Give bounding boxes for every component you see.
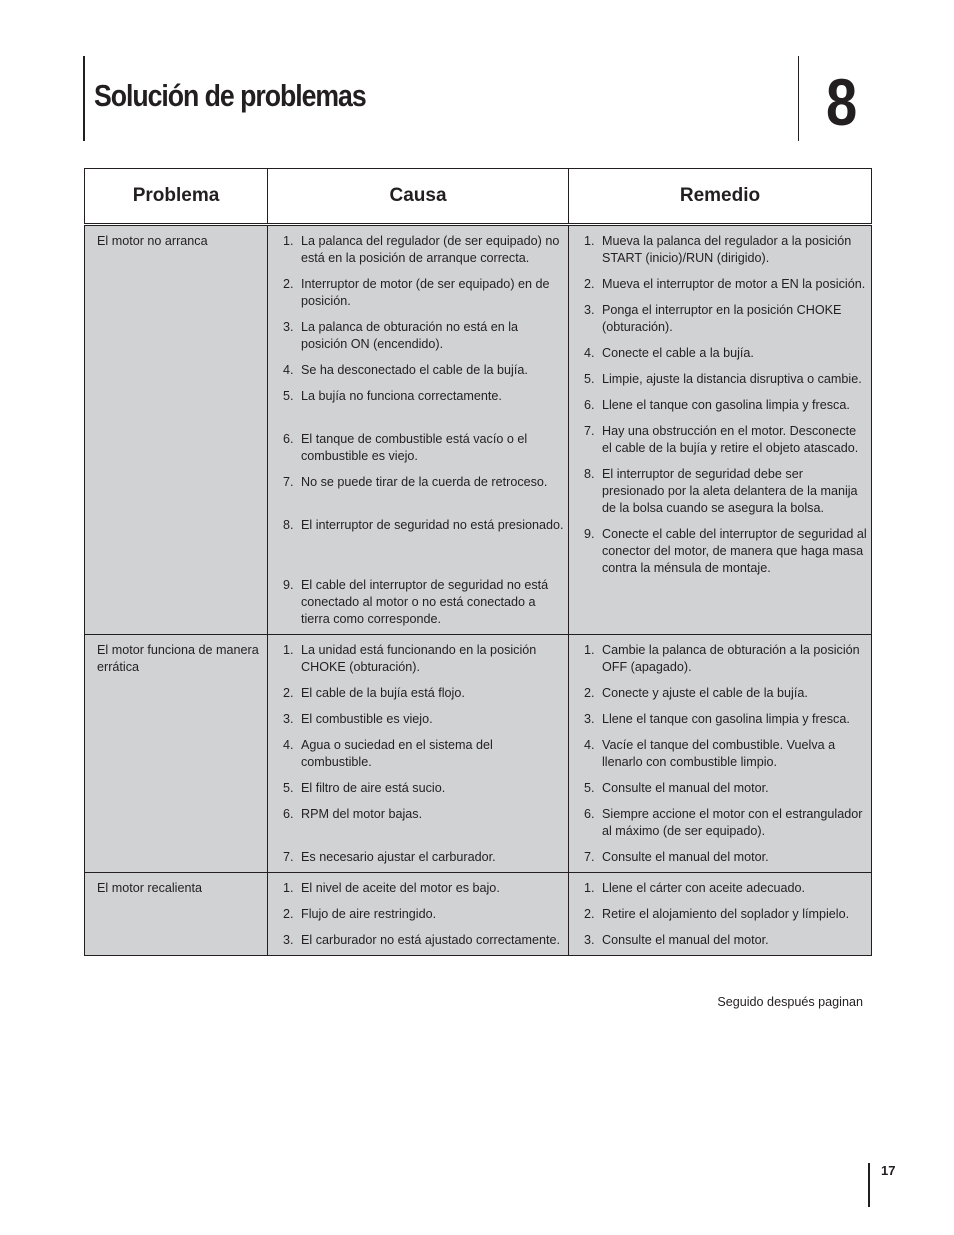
item-number: 7. bbox=[584, 424, 595, 438]
remedy-text: Limpie, ajuste la distancia disruptiva o cambie. bbox=[602, 372, 862, 386]
cause-item bbox=[268, 906, 568, 923]
cause-text: La palanca del regulador (de ser equipado) no está en la posición de arranque correcta. bbox=[301, 234, 560, 265]
problem-cell: El motor funciona de manera errática bbox=[85, 635, 268, 873]
remedy-item bbox=[569, 932, 871, 949]
item-number: 7. bbox=[283, 475, 294, 489]
cause-item bbox=[268, 711, 568, 728]
item-number: 4. bbox=[283, 738, 294, 752]
troubleshooting-table bbox=[84, 168, 872, 956]
remedy-item bbox=[569, 345, 871, 362]
cause-item bbox=[268, 474, 568, 491]
remedy-item bbox=[569, 737, 871, 771]
item-number: 5. bbox=[283, 781, 294, 795]
remedy-item bbox=[569, 423, 871, 457]
item-number: 2. bbox=[283, 907, 294, 921]
item-number: 5. bbox=[283, 389, 294, 403]
title-rule-left bbox=[83, 56, 85, 141]
continued-note: Seguido después paginan bbox=[717, 995, 863, 1009]
remedy-item bbox=[569, 685, 871, 702]
cause-text: El cable del interruptor de seguridad no está conectado al motor o no está conectado a tierra como corresponde. bbox=[301, 578, 549, 626]
remedy-list bbox=[569, 233, 871, 577]
remedy-item bbox=[569, 276, 871, 293]
remedy-item bbox=[569, 780, 871, 797]
cause-item bbox=[268, 319, 568, 353]
remedy-text: Llene el cárter con aceite adecuado. bbox=[602, 881, 806, 895]
cause-text: No se puede tirar de la cuerda de retroceso. bbox=[301, 475, 548, 489]
cause-text: El carburador no está ajustado correctamente. bbox=[301, 933, 561, 947]
cause-item bbox=[268, 517, 568, 534]
remedy-text: Cambie la palanca de obturación a la posición OFF (apagado). bbox=[602, 643, 860, 674]
cause-text: Se ha desconectado el cable de la bujía. bbox=[301, 363, 528, 377]
cause-text: El interruptor de seguridad no está presionado. bbox=[301, 518, 564, 532]
cause-text: RPM del motor bajas. bbox=[301, 807, 423, 821]
cause-item bbox=[268, 362, 568, 379]
item-number: 5. bbox=[584, 781, 595, 795]
chapter-number: 8 bbox=[826, 65, 858, 139]
page-number-rule bbox=[868, 1163, 870, 1207]
item-number: 1. bbox=[283, 643, 294, 657]
remedy-item bbox=[569, 880, 871, 897]
cause-text: La bujía no funciona correctamente. bbox=[301, 389, 502, 403]
item-number: 2. bbox=[283, 686, 294, 700]
remedy-item bbox=[569, 806, 871, 840]
remedy-text: Mueva la palanca del regulador a la posición START (inicio)/RUN (dirigido). bbox=[602, 234, 852, 265]
page-title: Solución de problemas bbox=[94, 78, 366, 113]
remedy-list bbox=[569, 880, 871, 949]
table-row bbox=[85, 873, 872, 956]
cause-text: La palanca de obturación no está en la posición ON (encendido). bbox=[301, 320, 519, 351]
remedy-text: Conecte el cable del interruptor de seguridad al conector del motor, de manera que haga masa contra la ménsula de montaje. bbox=[602, 527, 867, 575]
cause-item bbox=[268, 642, 568, 676]
item-number: 3. bbox=[584, 712, 595, 726]
chapter-rule bbox=[798, 56, 799, 141]
cause-item bbox=[268, 276, 568, 310]
remedy-cell bbox=[569, 635, 872, 873]
remedy-text: Siempre accione el motor con el estrangulador al máximo (de ser equipado). bbox=[602, 807, 863, 838]
cause-list bbox=[268, 642, 568, 866]
item-number: 8. bbox=[584, 467, 595, 481]
item-number: 3. bbox=[584, 933, 595, 947]
page-number: 17 bbox=[881, 1163, 896, 1178]
cause-text: Es necesario ajustar el carburador. bbox=[301, 850, 496, 864]
cause-list bbox=[268, 880, 568, 949]
item-number: 4. bbox=[584, 346, 595, 360]
item-number: 9. bbox=[584, 527, 595, 541]
remedy-item bbox=[569, 711, 871, 728]
item-number: 3. bbox=[283, 320, 294, 334]
cause-text: El combustible es viejo. bbox=[301, 712, 433, 726]
item-number: 4. bbox=[584, 738, 595, 752]
remedy-item bbox=[569, 466, 871, 517]
item-number: 1. bbox=[283, 881, 294, 895]
cause-item bbox=[268, 880, 568, 897]
cause-text: El cable de la bujía está flojo. bbox=[301, 686, 465, 700]
item-number: 8. bbox=[283, 518, 294, 532]
cause-item bbox=[268, 388, 568, 405]
cause-text: Agua o suciedad en el sistema del combustible. bbox=[301, 738, 493, 769]
remedy-text: Hay una obstrucción en el motor. Desconecte el cable de la bujía y retire el objeto atascado. bbox=[602, 424, 859, 455]
remedy-item bbox=[569, 397, 871, 414]
remedy-text: Retire el alojamiento del soplador y límpielo. bbox=[602, 907, 850, 921]
item-number: 5. bbox=[584, 372, 595, 386]
item-number: 2. bbox=[584, 907, 595, 921]
remedy-text: Conecte y ajuste el cable de la bujía. bbox=[602, 686, 808, 700]
cause-item bbox=[268, 737, 568, 771]
item-number: 2. bbox=[584, 277, 595, 291]
remedy-item bbox=[569, 371, 871, 388]
item-number: 6. bbox=[584, 807, 595, 821]
remedy-text: Consulte el manual del motor. bbox=[602, 850, 769, 864]
remedy-item bbox=[569, 302, 871, 336]
remedy-cell bbox=[569, 225, 872, 635]
column-header-problem: Problema bbox=[85, 169, 268, 225]
remedy-cell bbox=[569, 873, 872, 956]
cause-text: Interruptor de motor (de ser equipado) en de posición. bbox=[301, 277, 550, 308]
remedy-text: Consulte el manual del motor. bbox=[602, 781, 769, 795]
item-number: 1. bbox=[283, 234, 294, 248]
item-number: 3. bbox=[283, 933, 294, 947]
item-number: 9. bbox=[283, 578, 294, 592]
cause-item bbox=[268, 849, 568, 866]
remedy-text: Vacíe el tanque del combustible. Vuelva a llenarlo con combustible limpio. bbox=[602, 738, 836, 769]
remedy-text: Llene el tanque con gasolina limpia y fresca. bbox=[602, 712, 850, 726]
cause-text: Flujo de aire restringido. bbox=[301, 907, 437, 921]
cause-item bbox=[268, 685, 568, 702]
remedy-text: Llene el tanque con gasolina limpia y fresca. bbox=[602, 398, 850, 412]
cause-list bbox=[268, 233, 568, 628]
remedy-text: Conecte el cable a la bujía. bbox=[602, 346, 754, 360]
item-number: 1. bbox=[584, 234, 595, 248]
remedy-item bbox=[569, 906, 871, 923]
item-number: 7. bbox=[283, 850, 294, 864]
problem-cell: El motor no arranca bbox=[85, 225, 268, 635]
item-number: 2. bbox=[283, 277, 294, 291]
remedy-text: Mueva el interruptor de motor a EN la posición. bbox=[602, 277, 866, 291]
column-header-cause: Causa bbox=[268, 169, 569, 225]
item-number: 2. bbox=[584, 686, 595, 700]
cause-item bbox=[268, 577, 568, 628]
item-number: 4. bbox=[283, 363, 294, 377]
cause-item bbox=[268, 806, 568, 823]
table-header-row bbox=[85, 169, 872, 225]
item-number: 1. bbox=[584, 643, 595, 657]
remedy-list bbox=[569, 642, 871, 866]
item-number: 6. bbox=[584, 398, 595, 412]
problem-cell: El motor recalienta bbox=[85, 873, 268, 956]
table-row bbox=[85, 635, 872, 873]
remedy-item bbox=[569, 642, 871, 676]
cause-text: El tanque de combustible está vacío o el combustible es viejo. bbox=[301, 432, 528, 463]
item-number: 3. bbox=[584, 303, 595, 317]
cause-cell bbox=[268, 225, 569, 635]
item-number: 6. bbox=[283, 807, 294, 821]
remedy-text: Consulte el manual del motor. bbox=[602, 933, 769, 947]
remedy-text: El interruptor de seguridad debe ser presionado por la aleta delantera de la manija de la bolsa cuando se asegura la bolsa. bbox=[602, 467, 858, 515]
remedy-item bbox=[569, 849, 871, 866]
cause-cell bbox=[268, 635, 569, 873]
cause-text: El nivel de aceite del motor es bajo. bbox=[301, 881, 500, 895]
column-header-remedy: Remedio bbox=[569, 169, 872, 225]
remedy-text: Ponga el interruptor en la posición CHOKE (obturación). bbox=[602, 303, 842, 334]
item-number: 7. bbox=[584, 850, 595, 864]
remedy-item bbox=[569, 526, 871, 577]
cause-item bbox=[268, 431, 568, 465]
item-number: 3. bbox=[283, 712, 294, 726]
cause-cell bbox=[268, 873, 569, 956]
cause-item bbox=[268, 932, 568, 949]
cause-text: La unidad está funcionando en la posición CHOKE (obturación). bbox=[301, 643, 537, 674]
item-number: 6. bbox=[283, 432, 294, 446]
remedy-item bbox=[569, 233, 871, 267]
cause-item bbox=[268, 780, 568, 797]
cause-text: El filtro de aire está sucio. bbox=[301, 781, 446, 795]
table-row bbox=[85, 225, 872, 635]
cause-item bbox=[268, 233, 568, 267]
item-number: 1. bbox=[584, 881, 595, 895]
